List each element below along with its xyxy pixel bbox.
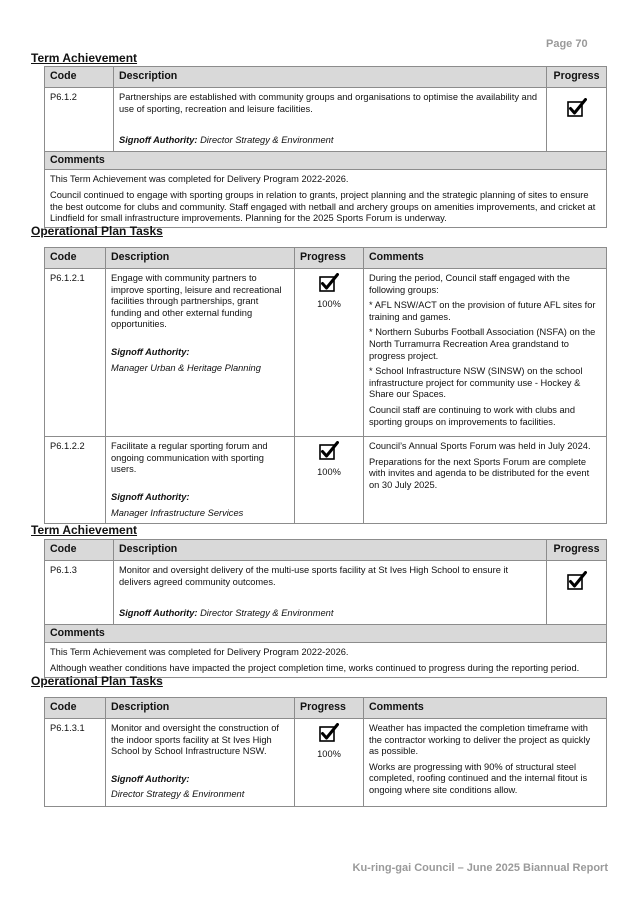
signoff-authority: Director Strategy & Environment (200, 608, 334, 619)
signoff-authority: Manager Infrastructure Services (111, 507, 244, 518)
description-text: Facilitate a regular sporting forum and ongoing communication with sporting users. (111, 441, 268, 475)
comment-paragraph: Preparations for the next Sports Forum are complete with invites and agenda to be distributed for the event on 30 July 2025. (369, 456, 590, 490)
task-progress (295, 269, 364, 437)
term-code: P6.1.3 (45, 561, 114, 625)
signoff-label: Signoff Authority: (119, 608, 198, 619)
task-description (106, 719, 295, 807)
operational-plan-tasks-heading: Operational Plan Tasks (31, 224, 163, 238)
description-text: Monitor and oversight the construction of the indoor sports facility at St Ives High School by School Infrastructure NSW. (111, 723, 279, 757)
task-code: P6.1.3.1 (45, 719, 106, 807)
signoff-authority: Director Strategy & Environment (111, 789, 245, 800)
code-header: Code (45, 698, 106, 719)
comment-paragraph: * Northern Suburbs Football Association (NSFA) on the North Turramurra Recreation Area grandstand to progress project. (369, 327, 596, 361)
comments-header: Comments (45, 151, 607, 170)
code-header: Code (45, 248, 106, 269)
table-row (45, 269, 607, 437)
comment-paragraph: Council’s Annual Sports Forum was held in July 2024. (369, 441, 591, 452)
checkbox-checked-icon (567, 571, 587, 591)
description-text: Engage with community partners to improve sporting, leisure and recreational facilities through partnerships, grant funding and other external funding opportunities. (111, 273, 282, 330)
progress-percent: 100% (317, 466, 341, 477)
code-header: Code (45, 67, 114, 88)
term-description (114, 88, 547, 152)
term-achievement-table-1 (44, 66, 607, 228)
signoff-label: Signoff Authority: (119, 135, 198, 146)
comment-paragraph: * AFL NSW/ACT on the provision of future AFL sites for training and games. (369, 300, 596, 322)
operational-plan-tasks-heading: Operational Plan Tasks (31, 674, 163, 688)
term-comments (45, 643, 607, 677)
progress-percent: 100% (317, 298, 341, 309)
comment-paragraph: Although weather conditions have impacted the project completion time, works continued to progress during the reporting period. (50, 662, 580, 673)
progress-header: Progress (295, 698, 364, 719)
task-comments (364, 437, 607, 524)
term-progress (547, 561, 607, 625)
task-progress (295, 719, 364, 807)
progress-header: Progress (295, 248, 364, 269)
comment-paragraph: Council staff are continuing to work with clubs and sporting groups on improvements to facilities. (369, 404, 576, 427)
progress-header: Progress (547, 540, 607, 561)
table-row (45, 719, 607, 807)
description-header: Description (106, 698, 295, 719)
task-code: P6.1.2.2 (45, 437, 106, 524)
term-description (114, 561, 547, 625)
term-achievement-heading: Term Achievement (31, 523, 138, 537)
progress-percent: 100% (317, 748, 341, 759)
task-description (106, 437, 295, 524)
task-progress (295, 437, 364, 524)
checkbox-checked-icon (567, 98, 587, 118)
term-achievement-table-2 (44, 539, 607, 678)
progress-header: Progress (547, 67, 607, 88)
comment-paragraph: This Term Achievement was completed for Delivery Program 2022-2026. (50, 174, 349, 185)
signoff-label: Signoff Authority: (111, 491, 190, 502)
comments-header: Comments (45, 624, 607, 643)
comments-header: Comments (364, 698, 607, 719)
term-code: P6.1.2 (45, 88, 114, 152)
signoff (119, 135, 541, 147)
comment-paragraph: * School Infrastructure NSW (SINSW) on the school infrastructure project for community use - Hockey & Share our Spaces. (369, 366, 583, 400)
code-header: Code (45, 540, 114, 561)
comment-paragraph: Council continued to engage with sporting groups in relation to grants, project planning and the strategic planning of sites to ensure the best outcome for clubs and community. Staff engaged with netball and archery groups on amenities improvements, and cricket at Lindfield for small infrastructure improvements. Planning for the 2025 Sports Forum is underway. (50, 189, 596, 224)
comment-paragraph: Weather has impacted the completion timeframe with the contractor working to deliver the project as quickly as possible. (369, 723, 591, 757)
comment-paragraph: Works are progressing with 90% of structural steel completed, roofing continued and the internal fitout is ongoing where site conditions allow. (369, 761, 588, 795)
term-achievement-heading: Term Achievement (31, 51, 138, 65)
comments-header: Comments (364, 248, 607, 269)
checkbox-checked-icon (319, 273, 339, 293)
table-row (45, 437, 607, 524)
signoff-authority: Manager Urban & Heritage Planning (111, 362, 261, 373)
description-text: Partnerships are established with community groups and organisations to optimise the availability and use of sporting, recreation and leisure facilities. (119, 92, 538, 114)
task-description (106, 269, 295, 437)
page-number: Page 70 (546, 38, 588, 50)
description-text: Monitor and oversight delivery of the multi-use sports facility at St Ives High School to ensure it delivers agreed community outcomes. (119, 565, 509, 587)
signoff (119, 608, 541, 620)
operational-plan-table-1 (44, 247, 607, 524)
signoff-label: Signoff Authority: (111, 346, 190, 357)
comment-paragraph: During the period, Council staff engaged with the following groups: (369, 273, 570, 295)
signoff-authority: Director Strategy & Environment (200, 135, 334, 146)
term-comments (45, 170, 607, 227)
checkbox-checked-icon (319, 723, 339, 743)
task-comments (364, 719, 607, 807)
term-progress (547, 88, 607, 152)
checkbox-checked-icon (319, 441, 339, 461)
description-header: Description (114, 67, 547, 88)
operational-plan-table-2 (44, 697, 607, 807)
description-header: Description (114, 540, 547, 561)
signoff-label: Signoff Authority: (111, 773, 190, 784)
task-code: P6.1.2.1 (45, 269, 106, 437)
comment-paragraph: This Term Achievement was completed for Delivery Program 2022-2026. (50, 647, 349, 658)
description-header: Description (106, 248, 295, 269)
report-footer: Ku-ring-gai Council – June 2025 Biannual Report (352, 862, 608, 874)
task-comments (364, 269, 607, 437)
